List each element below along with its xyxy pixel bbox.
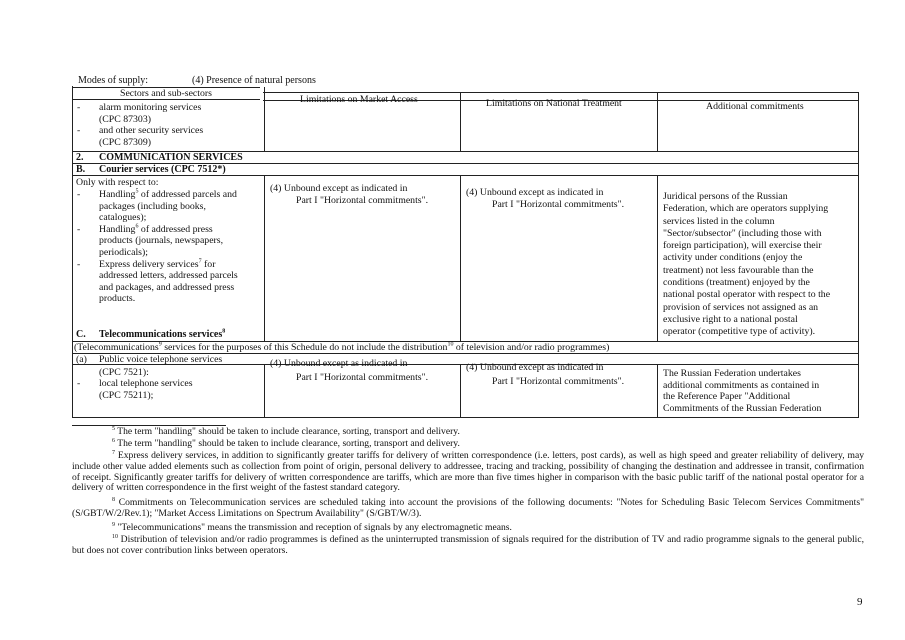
column-header-national-treatment: Limitations on National Treatment	[486, 98, 622, 109]
telecom-a-label: (a)	[76, 354, 87, 365]
modes-of-supply-label: Modes of supply:	[78, 75, 148, 86]
telecom-sectors-cell: Public voice telephone services (CPC 7521): - local telephone services (CPC 75211);	[77, 354, 223, 401]
footnote-7: $^7$ Express delivery services, in addition to significantly greater tariffs for delivery of written correspondence (i.e. letters, post cards), as well as high speed and greater reliability of delivery, may include other value added elements such as collection from point of origin, personal delivery to addressee, tracing and tracking, possibility of changing the destination and addressee in transit, confirmation of receipt. Significantly greater tariffs for delivery of written correspondence are tariffs, which are more than five times higher in comparison with the basic public tariff of the national postal operator for a delivery of written correspondence in the first weight of the fastest standard category.	[72, 449, 864, 494]
section-2-number: 2.	[76, 152, 84, 163]
column-header-additional: Additional commitments	[706, 101, 804, 112]
courier-sectors-cell: - Handling$^5$ of addressed parcels and packages (including books, catalogues); - Handling$^6$ of addressed press products (journals, newspapers, periodicals); - Express delivery services$^7$ for addressed letters, addressed parcels and packages, and addressed press products.	[77, 188, 238, 305]
section-c-title: Telecommunications services$^8$	[99, 328, 226, 340]
telecom-scope-note: (Telecommunications$^9$ services for the purposes of this Schedule do not include the distribution$^{10}$ of television and/or radio programmes)	[74, 341, 610, 353]
courier-national-treatment-cell: (4) Unbound except as indicated in Part I "Horizontal commitments".	[466, 187, 625, 210]
courier-market-access-cell: (4) Unbound except as indicated in Part I "Horizontal commitments".	[270, 183, 429, 206]
footnote-8: $^8$ Commitments on Telecommunication services are scheduled taking into account the provisions of the following documents: "Notes for Scheduling Basic Telecom Services Commitments" (S/GBT/W/2/Rev.1); "Market Access Limitations on Spectrum Availability" (S/GBT/W/3).	[72, 496, 864, 519]
footnote-5: $^5$ The term "handling" should be taken to include clearance, sorting, transport and delivery.	[112, 425, 460, 437]
section-b-title: Courier services (CPC 7512*)	[99, 164, 226, 175]
footnote-10: $^{10}$ Distribution of television and/or radio programmes is defined as the uninterrupted transmission of signals required for the distribution of TV and radio programme signals to the general public, but does not cover contribution links between operators.	[72, 533, 864, 556]
section-2-title: COMMUNICATION SERVICES	[99, 152, 243, 163]
column-header-sectors: Sectors and sub-sectors	[120, 88, 212, 99]
page-number: 9	[857, 596, 863, 608]
modes-of-supply-value: (4) Presence of natural persons	[192, 75, 316, 86]
security-services-cell: - alarm monitoring services (CPC 87303) - and other security services (CPC 87309)	[77, 102, 204, 148]
telecom-national-treatment-cell: (4) Unbound except as indicated in Part I "Horizontal commitments".	[466, 362, 625, 387]
telecom-market-access-cell: (4) Unbound except as indicated in Part I "Horizontal commitments".	[270, 358, 429, 383]
telecom-additional-cell: The Russian Federation undertakes additional commitments as contained in the Reference Paper "Additional Commitments of the Russian Federation	[663, 368, 822, 414]
section-b-number: B.	[76, 164, 86, 175]
column-header-market-access: Limitations on Market Access	[300, 94, 418, 105]
footnote-6: $^6$ The term "handling" should be taken to include clearance, sorting, transport and delivery.	[112, 437, 460, 449]
footnote-9: $^9$ "Telecommunications" means the transmission and reception of signals by any electromagnetic means.	[112, 521, 512, 533]
section-c-number: C.	[76, 329, 86, 340]
courier-intro: Only with respect to:	[76, 177, 159, 188]
courier-additional-cell: Juridical persons of the Russian Federation, which are operators supplying services listed in the column "Sector/subsector" (including those with foreign participation), will exercise their activity under conditions (enjoy the treatment) not less favourable than the conditions (treatment) enjoyed by the national postal operator with respect to the provision of services not assigned as an exclusive right to a national postal operator (competitive type of activity).	[663, 191, 831, 338]
